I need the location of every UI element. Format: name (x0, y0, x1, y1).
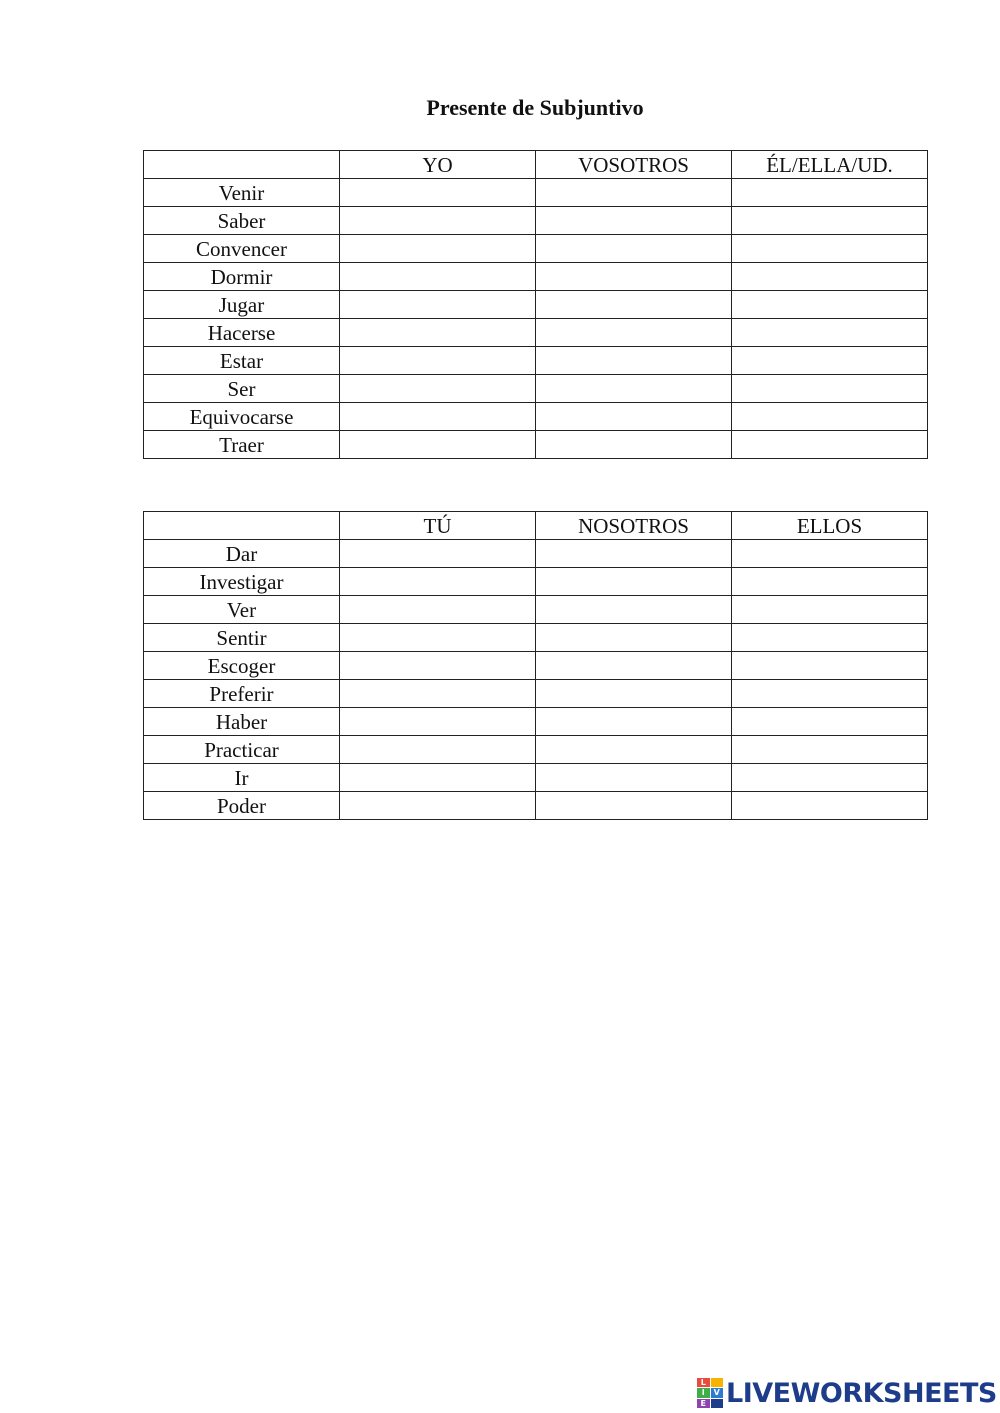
verb-cell: Practicar (144, 736, 340, 764)
verb-cell: Escoger (144, 652, 340, 680)
table-row (144, 319, 928, 347)
answer-cell[interactable] (732, 179, 928, 207)
answer-cell[interactable] (732, 347, 928, 375)
table-row (144, 624, 928, 652)
table-row (144, 568, 928, 596)
table-row (144, 652, 928, 680)
logo-mark-block (711, 1378, 724, 1387)
answer-cell[interactable] (340, 347, 536, 375)
logo-mark-letter: V (711, 1388, 724, 1397)
answer-cell[interactable] (732, 207, 928, 235)
table-row (144, 235, 928, 263)
table-row (144, 179, 928, 207)
answer-cell[interactable] (536, 596, 732, 624)
table-row (144, 291, 928, 319)
answer-cell[interactable] (340, 652, 536, 680)
answer-cell[interactable] (340, 403, 536, 431)
verb-cell: Dar (144, 540, 340, 568)
answer-cell[interactable] (732, 263, 928, 291)
header-cell-el-ella-ud: ÉL/ELLA/UD. (732, 151, 928, 179)
answer-cell[interactable] (536, 207, 732, 235)
table-row (144, 792, 928, 820)
table-row (144, 736, 928, 764)
table-row (144, 540, 928, 568)
answer-cell[interactable] (340, 291, 536, 319)
answer-cell[interactable] (536, 764, 732, 792)
answer-cell[interactable] (732, 680, 928, 708)
verb-cell: Estar (144, 347, 340, 375)
answer-cell[interactable] (340, 624, 536, 652)
verb-cell: Jugar (144, 291, 340, 319)
answer-cell[interactable] (536, 319, 732, 347)
answer-cell[interactable] (340, 431, 536, 459)
header-cell-ellos: ELLOS (732, 512, 928, 540)
table-row (144, 207, 928, 235)
answer-cell[interactable] (340, 764, 536, 792)
verb-cell: Traer (144, 431, 340, 459)
table-row (144, 431, 928, 459)
verb-cell: Dormir (144, 263, 340, 291)
header-cell-blank (144, 151, 340, 179)
liveworksheets-logo-icon (697, 1378, 723, 1408)
answer-cell[interactable] (732, 540, 928, 568)
answer-cell[interactable] (340, 736, 536, 764)
table-row (144, 263, 928, 291)
answer-cell[interactable] (536, 375, 732, 403)
table-header-row (144, 512, 928, 540)
logo-mark-block (711, 1399, 724, 1408)
verb-cell: Preferir (144, 680, 340, 708)
verb-cell: Ir (144, 764, 340, 792)
answer-cell[interactable] (732, 235, 928, 263)
answer-cell[interactable] (340, 263, 536, 291)
answer-cell[interactable] (536, 347, 732, 375)
answer-cell[interactable] (340, 568, 536, 596)
verb-cell: Sentir (144, 624, 340, 652)
verb-cell: Equivocarse (144, 403, 340, 431)
table-row (144, 764, 928, 792)
verb-cell: Haber (144, 708, 340, 736)
answer-cell[interactable] (732, 291, 928, 319)
answer-cell[interactable] (536, 291, 732, 319)
answer-cell[interactable] (536, 736, 732, 764)
answer-cell[interactable] (536, 540, 732, 568)
answer-cell[interactable] (732, 596, 928, 624)
answer-cell[interactable] (732, 624, 928, 652)
answer-cell[interactable] (536, 624, 732, 652)
header-cell-nosotros: NOSOTROS (536, 512, 732, 540)
answer-cell[interactable] (732, 652, 928, 680)
verb-cell: Ver (144, 596, 340, 624)
conjugation-table-2 (143, 511, 928, 820)
answer-cell[interactable] (536, 431, 732, 459)
verb-cell: Hacerse (144, 319, 340, 347)
answer-cell[interactable] (732, 375, 928, 403)
answer-cell[interactable] (536, 708, 732, 736)
table-row (144, 403, 928, 431)
header-cell-yo: YO (340, 151, 536, 179)
table-row (144, 375, 928, 403)
verb-cell: Investigar (144, 568, 340, 596)
answer-cell[interactable] (340, 207, 536, 235)
header-cell-tu: TÚ (340, 512, 536, 540)
liveworksheets-logo (697, 1376, 997, 1410)
answer-cell[interactable] (340, 708, 536, 736)
liveworksheets-logo-text: LIVEWORKSHEETS (726, 1377, 997, 1409)
answer-cell[interactable] (536, 403, 732, 431)
table-row (144, 680, 928, 708)
answer-cell[interactable] (732, 568, 928, 596)
table-header-row (144, 151, 928, 179)
answer-cell[interactable] (536, 179, 732, 207)
answer-cell[interactable] (536, 568, 732, 596)
verb-cell: Ser (144, 375, 340, 403)
answer-cell[interactable] (732, 708, 928, 736)
table-row (144, 596, 928, 624)
answer-cell[interactable] (340, 375, 536, 403)
answer-cell[interactable] (536, 680, 732, 708)
answer-cell[interactable] (732, 792, 928, 820)
conjugation-table-1 (143, 150, 928, 459)
answer-cell[interactable] (536, 792, 732, 820)
logo-mark-letter: I (697, 1388, 710, 1397)
answer-cell[interactable] (732, 319, 928, 347)
answer-cell[interactable] (536, 263, 732, 291)
answer-cell[interactable] (732, 764, 928, 792)
table-row (144, 347, 928, 375)
answer-cell[interactable] (340, 319, 536, 347)
logo-mark-letter: L (697, 1378, 710, 1387)
logo-mark-letter: E (697, 1399, 710, 1408)
answer-cell[interactable] (732, 736, 928, 764)
verb-cell: Saber (144, 207, 340, 235)
answer-cell[interactable] (536, 652, 732, 680)
header-cell-vosotros: VOSOTROS (536, 151, 732, 179)
verb-cell: Poder (144, 792, 340, 820)
answer-cell[interactable] (732, 403, 928, 431)
answer-cell[interactable] (732, 431, 928, 459)
answer-cell[interactable] (340, 680, 536, 708)
worksheet-title: Presente de Subjuntivo (426, 95, 644, 120)
header-cell-blank (144, 512, 340, 540)
answer-cell[interactable] (340, 596, 536, 624)
table-row (144, 708, 928, 736)
answer-cell[interactable] (536, 235, 732, 263)
answer-cell[interactable] (340, 179, 536, 207)
verb-cell: Venir (144, 179, 340, 207)
answer-cell[interactable] (340, 235, 536, 263)
verb-cell: Convencer (144, 235, 340, 263)
answer-cell[interactable] (340, 540, 536, 568)
answer-cell[interactable] (340, 792, 536, 820)
